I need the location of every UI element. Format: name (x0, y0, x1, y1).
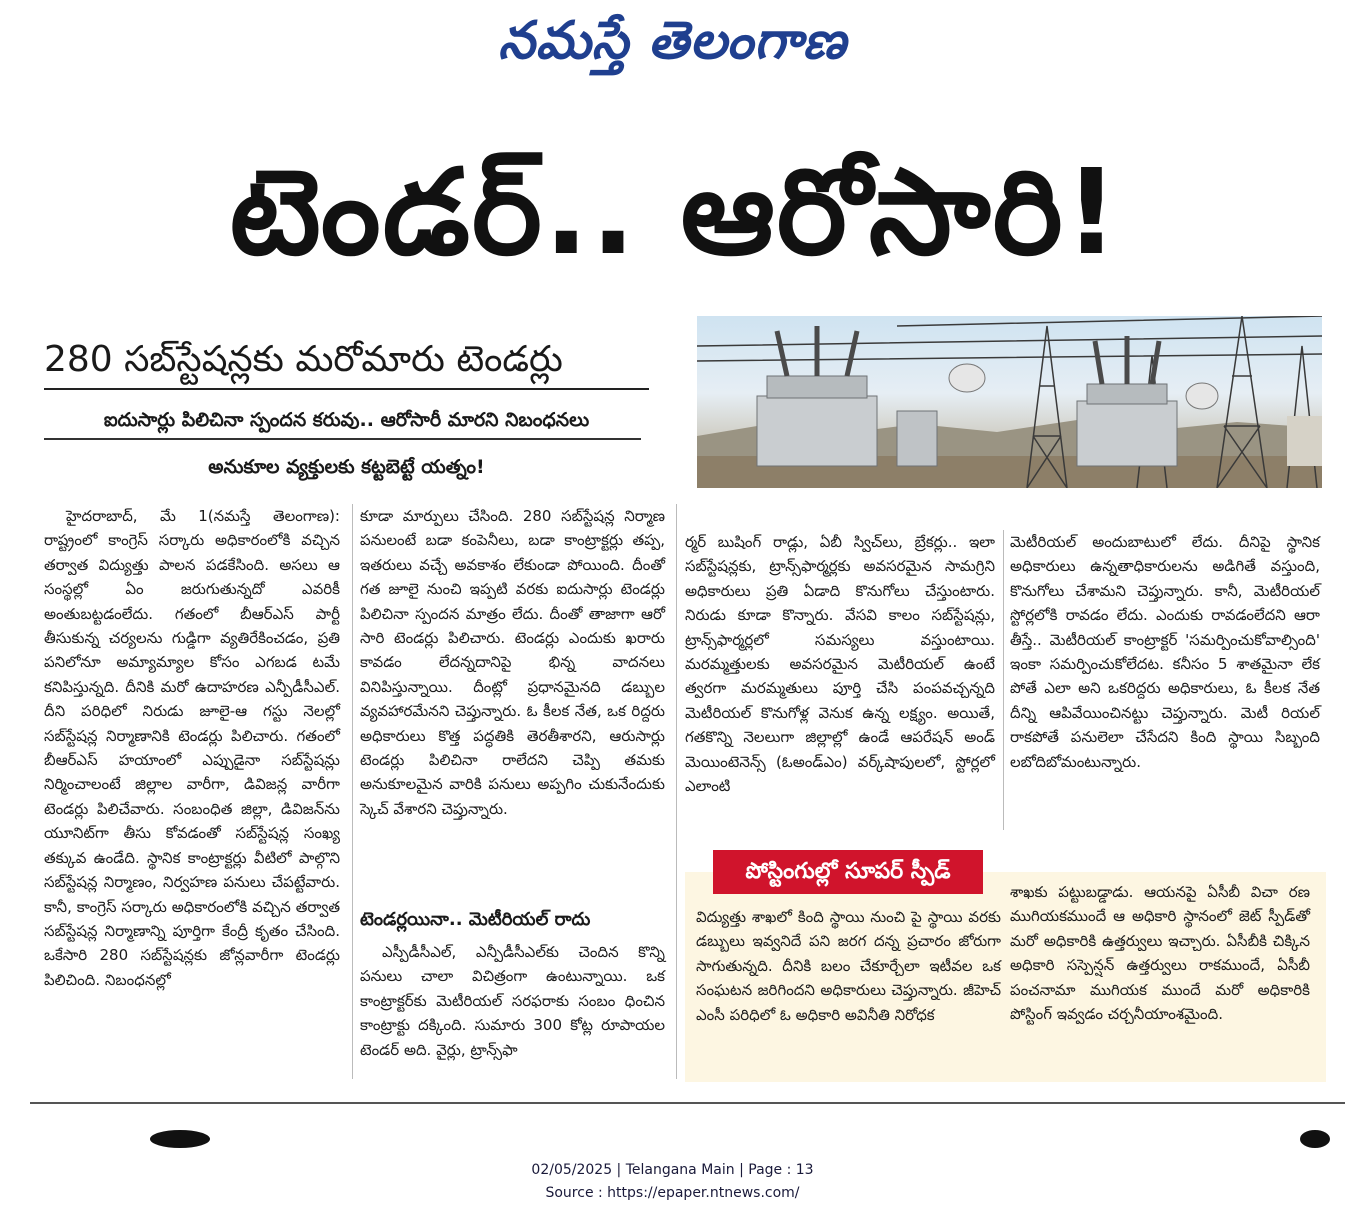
article-column-2-continued (360, 940, 665, 1062)
sidebar-column-1 (696, 905, 1001, 1027)
article-column-4 (1010, 530, 1320, 774)
sidebar-text-1: విద్యుత్తు శాఖలో కింది స్థాయి నుంచి పై స్థాయి వరకు డబ్బులు ఇవ్వనిదే పని జరగ దన్న ప్రచారం జోరుగా సాగుతున్నది. దీనికి బలం చేకూర్చేలా ఇటీవల ఒక సంఘటన జరిగిందని అధికారులు చెప్తున్నారు. జీహెచ్ ఎంసీ పరిధిలో ఓ అధికారి అవినీతి నిరోధక (696, 908, 1001, 1024)
article-column-3 (685, 530, 995, 798)
column-1-text: హైదరాబాద్, మే 1(నమస్తే తెలంగాణ): రాష్ట్రంలో కాంగ్రెస్ సర్కారు అధికారంలోకి వచ్చిన తర్వాత విద్యుత్తు పాలన పడకేసింది. అసలు ఆ సంస్థల్లో ఏం జరుగుతున్నదో ఎవరికీ అంతుబట్టడంలేదు. గతంలో బీఆర్ఎస్ పార్టీ తీసుకున్న చర్యలను గుడ్డిగా వ్యతిరేకించడం, ప్రతి పనిలోనూ అమ్యామ్యాల కోసం ఎగబడ టమే కనిపిస్తున్నది. దీనికి మరో ఉదాహరణ ఎన్పీడీసీఎల్. దీని పరిధిలో నిరుడు జూలై-ఆ గస్టు నెలల్లో సబ్‌స్టేషన్ల నిర్మాణానికి టెండర్లు పిలిచారు. గతంలో బీఆర్ఎస్ హయాంలో ఎప్పుడైనా సబ్‌స్టేషన్లు నిర్మించాలంటే జిల్లాల వారీగా, డివిజన్ల వారీగా టెండర్లు పిలిచేవారు. సంబంధిత జిల్లా, డివిజన్‌ను యూనిట్‌గా తీసు కోవడంతో సబ్‌స్టేషన్ల సంఖ్య తక్కువ ఉండేది. స్థానిక కాంట్రాక్టర్లు వీటిలో పాల్గొని సబ్‌స్టేషన్ల నిర్మాణం, నిర్వహణ పనులు చేపట్టేవారు. కానీ, కాంగ్రెస్ సర్కారు అధికారంలోకి వచ్చిన తర్వాత సబ్‌స్టేషన్ల నిర్మాణాన్ని పూర్తిగా కేంద్రీ కృతం చేసింది. ఒకేసారి 280 సబ్‌స్టేషన్లకు జోన్లవారీగా టెండర్లు పిలిచింది. నిబంధనల్లో (44, 507, 340, 989)
column-divider (1003, 530, 1004, 830)
kicker-divider (44, 438, 641, 440)
subhead-divider (44, 388, 649, 390)
column-4-text: మెటీరియల్ అందుబాటులో లేదు. దీనిపై స్థానిక అధికారులు ఉన్నతాధికారులను అడిగితే వస్తుంది, కొనుగోలు చేశామని చెప్తున్నారు. కానీ, మెటీరియల్ స్టోర్లలోకి రావడం లేదు. ఎందుకు రావడంలేదని ఆరా తీస్తే.. మెటీరియల్ కాంట్రాక్టర్ 'సమర్పించుకోవాల్సింది' ఇంకా సమర్పించుకోలేదట. కనీసం 5 శాతమైనా లేక పోతే ఎలా అని ఒకరిద్దరు అధికారులు, ఓ కీలక నేత దీన్ని ఆపివేయించినట్టు చెప్తున్నారు. మెటీ రియల్ రాకపోతే పనులెలా చేసేదని కింది స్థాయి సిబ్బంది లబోదిబోమంటున్నారు. (1010, 533, 1320, 771)
clipped-next-article-fragment (1300, 1130, 1330, 1148)
column-divider (676, 504, 677, 1079)
footer-source: Source : https://epaper.ntnews.com/ (545, 1185, 800, 1201)
sidebar-box-label: పోస్టింగుల్లో సూపర్ స్పీడ్ (713, 850, 983, 894)
headline: టెండర్.. ఆరోసారి! (229, 143, 1121, 281)
bottom-divider (30, 1102, 1345, 1104)
article-column-1 (44, 504, 340, 992)
column-3-text: ర్మర్ బుషింగ్ రాడ్లు, ఏబీ స్విచ్‌లు, బ్రేకర్లు.. ఇలా సబ్‌స్టేషన్లకు, ట్రాన్స్‌ఫార్మర్లకు అవసరమైన సామగ్రిని అధికారులు ప్రతి ఏడాది కొనుగోలు చేస్తుంటారు. నిరుడు కూడా కొన్నారు. వేసవి కాలం సబ్‌స్టేషన్లు, ట్రాన్స్‌ఫార్మర్లలో సమస్యలు వస్తుంటాయి. మరమ్మత్తులకు అవసరమైన మెటీరియల్ ఉంటే త్వరగా మరమ్మతులు పూర్తి చేసి పంపవచ్చన్నది మెటీరియల్ కొనుగోళ్ల వెనుక ఉన్న లక్ష్యం. అయితే, గతకొన్ని నెలలుగా జిల్లాల్లో ఉండే ఆపరేషన్ అండ్ మెయింటెనెన్స్ (ఓఅండ్ఎం) వర్క్‌షాపులలో, స్టోర్లలో ఎలాంటి (685, 533, 995, 796)
sidebar-text-2: శాఖకు పట్టుబడ్డాడు. ఆయనపై ఏసీబీ విచా రణ ముగియకముందే ఆ అధికారి స్థానంలో జెట్ స్పీడ్‌తో మరో అధికారికి ఉత్తర్వులు ఇచ్చారు. ఏసీబీకి చిక్కిన అధికారి సస్పెన్షన్ ఉత్తర్వులు రాకముందే, ఏసీబీ పంచనామా ముగియక ముందే మరో అధికారికి పోస్టింగ్ ఇవ్వడం చర్చనీయాంశమైంది. (1010, 883, 1310, 1024)
substation-illustration (697, 316, 1322, 488)
kicker-line-1: ఐదుసార్లు పిలిచినా స్పందన కరువు.. ఆరోసారీ మారని నిబంధనలు (103, 409, 590, 431)
sidebar-column-2 (1010, 880, 1310, 1026)
column-2-text: కూడా మార్పులు చేసింది. 280 సబ్‌స్టేషన్ల నిర్మాణ పనులంటే బడా కంపెనీలు, బడా కాంట్రాక్టర్లు తప్ప, ఇతరులు వచ్చే అవకాశం లేకుండా పోయింది. దీంతో గత జూలై నుంచి ఇప్పటి వరకు ఐదుసార్లు టెండర్లు పిలిచినా స్పందన మాత్రం లేదు. దీంతో తాజాగా ఆరో సారి టెండర్లు పిలిచారు. టెండర్లు ఎందుకు ఖరారు కావడం లేదన్నదానిపై భిన్న వాదనలు వినిపిస్తున్నాయి. దీంట్లో ప్రధానమైనది డబ్బుల వ్యవహారమేనని చెప్తున్నారు. ఓ కీలక నేత, ఒక రిద్దరు అధికారులు కొత్త పద్ధతికి తెరతీశారని, ఆరుసార్లు టెండర్లు పిలిచినా రాలేదని చెప్పి తమకు అనుకూలమైన వారికి పనులు అప్పగిం చుకునేందుకు స్కెచ్ వేశారని చెప్తున్నారు. (360, 507, 665, 818)
section-subheading: టెండర్లయినా.. మెటీరియల్ రాదు (360, 909, 591, 930)
subheadline: 280 సబ్‌స్టేషన్లకు మరోమారు టెండర్లు (44, 339, 563, 380)
column-divider (352, 504, 353, 1079)
column-2b-text: ఎస్పీడీసీఎల్, ఎన్పీడీసీఎల్‌కు చెందిన కొన్ని పనులు చాలా విచిత్రంగా ఉంటున్నాయి. ఒక కాంట్రాక్టర్‌కు మెటీరియల్ సరఫరాకు సంబం ధించిన కాంట్రాక్టు దక్కింది. సుమారు 300 కోట్ల రూపాయల టెండర్ అది. వైర్లు, ట్రాన్స్‌ఫా (360, 943, 665, 1059)
substation-photo (697, 316, 1322, 488)
masthead-title: నమస్తే తెలంగాణ (498, 11, 847, 71)
article-column-2 (360, 504, 665, 821)
kicker-line-2: అనుకూల వ్యక్తులకు కట్టబెట్టే యత్నం! (208, 456, 485, 478)
footer-date-page: 02/05/2025 | Telangana Main | Page : 13 (531, 1162, 814, 1178)
clipped-next-article-fragment (150, 1130, 210, 1148)
